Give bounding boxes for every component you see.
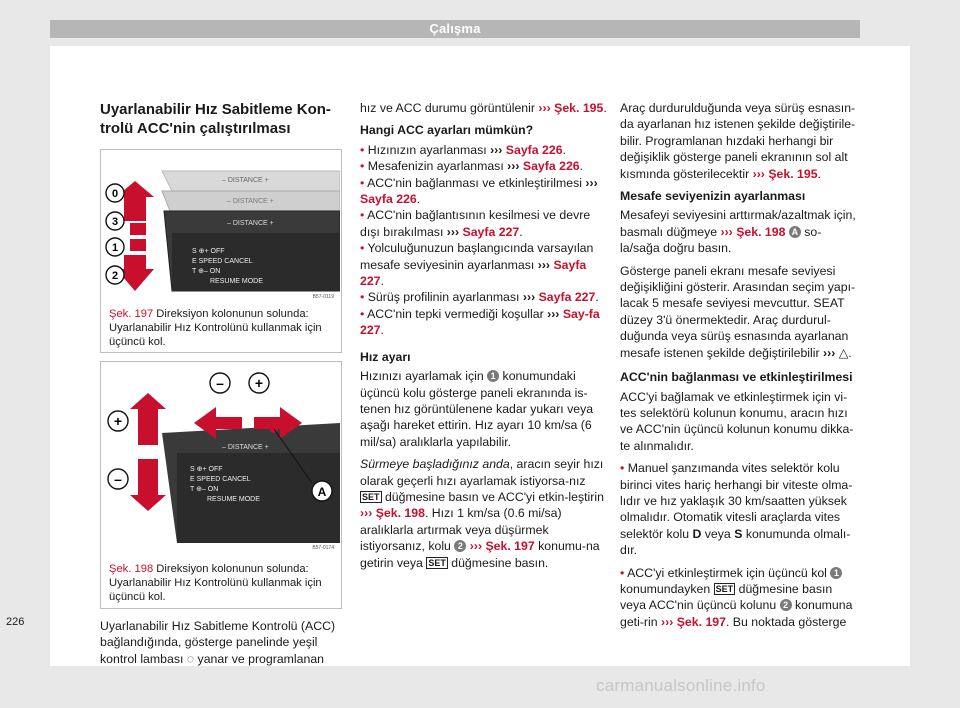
subheading-distance: Mesafe seviyenizin ayarlanması (620, 189, 806, 204)
svg-text:– DISTANCE +: – DISTANCE + (222, 444, 269, 451)
sign-plus-top (249, 373, 269, 393)
figure-number: Şek. 198 (109, 563, 154, 575)
sign-minus-top (210, 373, 230, 393)
svg-text:0: 0 (111, 188, 119, 200)
watermark: carmanualsonline.info (596, 676, 766, 695)
para-activate: ACC'yi bağlamak ve etkinleştirmek için vi-tes selektörü kolunun konumu, aracın hızı ve ACC'nin üçüncü kolunun konumu dikka-te alınmalıdır. (620, 389, 854, 453)
figure-ref-link[interactable]: Şek. 195 (768, 166, 818, 181)
list-item: • Mesafenizin ayarlanması ››› Sayfa 226. (360, 159, 584, 174)
section-title: Çalışma (429, 21, 481, 36)
svg-text:RESUME MODE: RESUME MODE (207, 496, 260, 503)
manual-page (6, 46, 910, 666)
column-1 (100, 100, 340, 150)
svg-text:–: – (114, 471, 122, 487)
position-badge: 1 (487, 370, 499, 382)
para-distance: Mesafeyi seviyesini arttırmak/azaltmak için, basmalı düğmeye ››› Şek. 198 A so-la/sağa doğru basın. (620, 208, 856, 256)
position-badge: 1 (830, 567, 842, 579)
button-a-badge: A (789, 226, 801, 238)
panel-text-2: – DISTANCE + (227, 198, 274, 205)
svg-text:A: A (317, 485, 327, 499)
figure-number: Şek. 197 (109, 308, 154, 320)
figure-ref-link[interactable]: Şek. 195 (554, 101, 604, 115)
figure-ref-link[interactable]: Şek. 198 (736, 224, 786, 239)
svg-text:2: 2 (111, 270, 119, 282)
lever-illustration-197 (102, 151, 340, 301)
column-2 (360, 100, 608, 577)
acc-lamp-icon: ◌ (186, 651, 195, 666)
subheading-activate: ACC'nin bağlanması ve etkinleştirilmesi (620, 370, 853, 385)
set-button-icon: SET (362, 491, 380, 502)
para-display: hız ve ACC durumu görüntülenir ››› Şek. 195. (360, 101, 607, 115)
svg-text:E SPEED CANCEL: E SPEED CANCEL (192, 258, 253, 265)
intro-text: Uyarlanabilir Hız Sabitleme Kontrolü (ACC) bağlandığında, gösterge panelinde yeşil kontrol lambası (100, 619, 336, 666)
callout-2 (106, 266, 124, 284)
figure-caption (109, 307, 335, 349)
subheading-speed: Hız ayarı (360, 349, 411, 364)
figure-code: B57-0119 (312, 294, 334, 300)
arrow-mid-down (130, 239, 146, 251)
svg-text:S ⊕+ OFF: S ⊕+ OFF (192, 248, 225, 255)
page-ref-link[interactable]: Say-fa 227 (360, 306, 600, 338)
figure-ref-link[interactable]: Şek. 197 (676, 614, 726, 629)
page-ref-link[interactable]: Sayfa 227 (360, 257, 587, 289)
page-ref-link[interactable]: Sayfa 226 (505, 142, 563, 157)
lever-illustration-198 (102, 363, 340, 553)
arrow-mid-up (130, 223, 146, 235)
svg-text:+: + (113, 413, 123, 429)
figure-caption (109, 562, 335, 604)
figure-197 (100, 149, 342, 353)
para-distance-levels: Gösterge paneli ekranı mesafe seviyesi değişikliğini gösterir. Arasından seçim yapı-lacak 5 mesafe seviyesi mevcuttur. SEAT düzey 3'ü önermektedir. Araç durdurul-duğunda veya sürüş esnasında ayarlanan mesafe istenen şekilde değiştirilebilir ››› △. (620, 263, 856, 360)
svg-text:E SPEED CANCEL: E SPEED CANCEL (190, 476, 251, 483)
callout-0 (106, 184, 124, 202)
subheading-settings: Hangi ACC ayarları mümkün? (360, 123, 534, 138)
figure-caption-text: Direksiyon kolonunun solunda: Uyarlanabilir Hız Kontrolünü kullanmak için üçüncü kol. (109, 563, 322, 603)
page-ref-link[interactable]: Sayfa 227 (538, 290, 596, 305)
list-item: • ACC'nin bağlantısının kesilmesi ve devre dışı bırakılması ››› Sayfa 227. (360, 208, 591, 239)
section-heading: Uyarlanabilir Hız Sabitleme Kon-trolü ACC'nin çalıştırılması (100, 101, 331, 137)
sign-minus-left (108, 469, 128, 489)
page-number: 226 (6, 616, 25, 628)
svg-text:S ⊕+ OFF: S ⊕+ OFF (190, 466, 223, 473)
figure-ref-link[interactable]: Şek. 198 (375, 506, 425, 521)
svg-text:T ⊕– ON: T ⊕– ON (190, 486, 219, 493)
list-item: • Yolculuğunuzun başlangıcında varsayılan mesafe seviyesinin ayarlanması ››› Sayfa 227. (360, 241, 594, 289)
list-item: • ACC'nin tepki vermediği koşullar ››› Say-fa 227. (360, 306, 600, 338)
page-ref-link[interactable]: Sayfa 226 (522, 159, 580, 174)
page-ref-link[interactable]: Sayfa 226 (360, 192, 417, 207)
set-button-icon: SET (428, 557, 446, 568)
panel-text-3: – DISTANCE + (227, 220, 274, 227)
column-1-paragraph (100, 618, 342, 667)
list-item: • ACC'nin bağlanması ve etkinleştirilmesi ››› Sayfa 226. (360, 175, 598, 207)
panel-text-1: – DISTANCE + (222, 177, 269, 184)
figure-caption-text: Direksiyon kolonunun solunda: Uyarlanabilir Hız Kontrolünü kullanmak için üçüncü kol. (109, 308, 322, 348)
column-3 (620, 100, 860, 636)
bullet-activate: • ACC'yi etkinleştirmek için üçüncü kol 1 konumundayken SET düğmesine basın veya ACC'nin üçüncü kolunu 2 konumuna geti-rin ››› Şek. 197. Bu noktada gösterge (620, 565, 853, 629)
sign-plus-left (108, 411, 128, 431)
svg-text:+: + (254, 375, 264, 391)
figure-ref-link[interactable]: Şek. 197 (485, 539, 535, 554)
page-ref-link[interactable]: Sayfa 227 (462, 224, 520, 239)
callout-1 (106, 238, 124, 256)
callout-a (312, 481, 332, 501)
para-change: Araç durdurulduğunda veya sürüş esnasın-da ayarlanan hız istenen şekilde değiştirile-bilir. Programlanan hızdaki herhangi bir değişiklik gösterge paneli ekranının sol alt kısmında gösterilecektir ››› Şek. 195. (620, 101, 856, 181)
list-item: • Hızınızın ayarlanması ››› Sayfa 226. (360, 142, 566, 157)
para-set: Sürmeye başladığınız anda, aracın seyir hızı olarak geçerli hızı ayarlamak istiyorsa-nız SET düğmesine basın ve ACC'yi etkin-leştirin ››› Şek. 198. Hızı 1 km/sa (0.6 mi/sa) aralıklarla artırmak veya düşürmek istiyorsanız, kolu 2 ››› Şek. 197 konumu-na getirin veya SET düğmesine basın. (360, 457, 604, 570)
figure-198 (100, 361, 342, 609)
settings-list (360, 142, 608, 339)
svg-text:–: – (216, 375, 224, 391)
intro-text-end: yanar ve programlanan (197, 651, 325, 666)
position-badge: 2 (780, 599, 792, 611)
svg-text:1: 1 (111, 242, 119, 254)
svg-text:3: 3 (111, 216, 119, 228)
svg-text:RESUME MODE: RESUME MODE (210, 278, 263, 285)
list-item: • Sürüş profilinin ayarlanması ››› Sayfa 227. (360, 290, 599, 305)
ref-arrow-icon: ››› (538, 101, 551, 115)
section-header (50, 20, 860, 38)
callout-3 (106, 212, 124, 230)
stalk-panels (162, 171, 340, 291)
para-speed: Hızınızı ayarlamak için 1 konumundaki üçüncü kolu gösterge paneli ekranında is-tenen hız görüntülenene kadar yukarı veya aşağı hareket ettirin. Hız ayarı 10 km/sa (6 mil/sa) aralıklarla yapılabilir. (360, 369, 594, 449)
bullet-manual: • Manuel şanzımanda vites selektör kolu birinci vites hariç herhangi bir viteste olma-lıdır ve hız yaklaşık 30 km/saatten yüksek olmalıdır. Otomatik vitesli araçlarda vites selektör kolu D veya S konumunda olmalı-dır. (620, 461, 853, 558)
position-badge: 2 (454, 540, 466, 552)
set-button-icon: SET (715, 583, 734, 594)
warning-icon: △ (838, 345, 849, 360)
svg-text:T ⊕– ON: T ⊕– ON (192, 268, 221, 275)
figure-code: B57-0174 (312, 545, 334, 551)
